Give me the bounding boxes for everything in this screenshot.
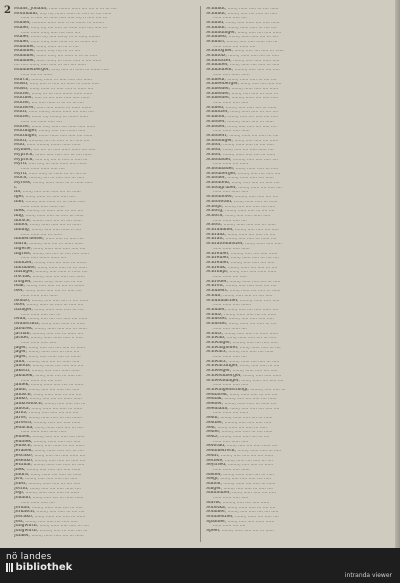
directory-entry: Hutter, .... ..... ...... .. ... ... ... .... [14, 101, 84, 106]
directory-entry: Jesenko, ........, ..... ..... ... ..... .... [14, 458, 86, 463]
directory-entry: Jobst, ........, ...... ..... ... .... ..... [14, 482, 81, 487]
directory-entry: Jorkasch, ......., ..... ..... ... .... .... [14, 510, 85, 515]
viewer-label: intranda viewer [344, 572, 392, 579]
directory-entry: Schwarzinger, ......, ..... ..... ... .... [206, 364, 280, 369]
directory-entry: Hums, Johann, ...... ........ ...... .... .... .. ... ... .... [14, 7, 117, 11]
right-column [206, 7, 392, 545]
directory-entry: ...... ...... .... ...... [213, 411, 249, 416]
directory-entry: Jiru, ......., ..... ..... ..... .... ..... [14, 477, 78, 482]
left-column [14, 7, 197, 545]
directory-entry: ...... ...... ...... ..... .... [21, 166, 65, 171]
directory-entry: ...... ..... ....... ...... .... [21, 256, 67, 261]
directory-entry: Schnell, ......., ..... ..... .... ... ...... [206, 105, 277, 110]
directory-entry: ...... ...... ..... .... ... [21, 312, 61, 317]
directory-entry: Seif, ......, ...... .... ..... ... ..... [206, 425, 267, 430]
directory-entry: Hurch, ......., ...... ... ..... ..... .... ...... [14, 77, 92, 82]
directory-entry: Jeschko, ......, ..... .... ..... ...... .... [14, 453, 86, 458]
directory-entry: Huber, ....... ..., ..... ......, ... .. ....., ........ [14, 35, 100, 40]
directory-entry: Schwaighofer, ......, ...... ..... ... .... [206, 345, 281, 350]
directory-entry: Schnedl, ......., ...... ..... ... .... .... [206, 77, 277, 82]
column-divider [200, 6, 201, 542]
directory-entry: Schrenk, ......., ...... .... ..... ... .... [206, 265, 278, 270]
directory-entry: Schrimpf, ......, ..... ..... ...... ...... [206, 270, 277, 275]
directory-entry: Schnaubelt, ........, ..... ..... .... ..... [206, 68, 280, 73]
directory-entry: Hüttinger, ....... ...... ..... ..... .... ...... [14, 133, 93, 138]
logo-text-line2: bibliothek [15, 562, 73, 573]
directory-entry: ...... ..... ...... ...... [213, 72, 250, 77]
directory-entry: Schmied, ......., ...... ..... .... ... .... [206, 35, 278, 40]
directory-entry: ...... ...... ..... ....... [213, 303, 252, 308]
directory-entry: ...... ..... ...... ..... [213, 439, 249, 444]
directory-entry: Schreiber, ......, ...... ..... ... .... .... [206, 256, 279, 261]
directory-entry: Schmidl, ......., ...... ..... ... .... .... [206, 25, 277, 30]
logo-bars-icon [6, 562, 14, 573]
logo-text-line2-wrap [6, 562, 72, 573]
directory-entry: ...... ...... ..... ...... ..... [21, 430, 67, 435]
directory-entry: Jaritz, ......., ..... ..... .... .... .... [14, 411, 79, 416]
directory-entry: Hummelberger, ....., ..... ... ...... ... ....... ..... [14, 68, 110, 73]
directory-entry: Jäger, ......., ...... ..... ... ..... .... [14, 350, 80, 355]
directory-entry: Ibl, ......, ..... ..... ..... .... ... ...... [14, 190, 81, 195]
directory-entry: Schmidinger, ......, ..... .... ..... ...... [206, 30, 282, 35]
directory-entry: Schöfl, ......., ...... ..... ... .... ..... [206, 143, 274, 148]
directory-entry: Jogl, ......., ...... ..... ..... ... ...... [14, 491, 80, 496]
directory-entry: Junker, ......., ...... ..... .... ... ...... [14, 533, 84, 538]
directory-entry: Jamek, ......., ...... ..... .... ... ...... [14, 383, 84, 388]
directory-entry: Jungwirth, ........, ..... ... ..... .... ... [14, 529, 88, 534]
directory-entry: Schöberl, ......., ...... .... ..... ... .... [206, 133, 279, 138]
directory-entry: Joschko, ......, ...... .... ..... ... ...... [14, 514, 86, 519]
directory-entry: Isonzo, ......., ..... ..... .... .. .... ...... [14, 298, 89, 303]
directory-entry: ...... .. ..... ... ...... ..... ..... ..., .. ..... .... ... [21, 16, 108, 21]
directory-entry: Irsigler, ....... ....., ...... .... ... .... [14, 279, 83, 284]
directory-entry: Hutter, ......, ... ... ..... ....... ...... ...... [14, 91, 93, 96]
directory-entry: Schuller, ......, ..... .... ..... ...... .... [206, 308, 279, 312]
directory-entry: ...... ...... ....., ..... .... ..... .... [21, 30, 81, 35]
directory-entry: Imling, ......., ..... ..... ...... .. .... [14, 228, 81, 233]
directory-entry: Schmid, ......, ..... ...... .... ..... ...... [206, 21, 280, 26]
directory-entry: Sommer, ......., ..... ..... .... .... ..... [206, 510, 279, 515]
directory-entry: Singer, ......., ..... ..... ... ..... .... [206, 486, 273, 491]
directory-entry: Jerabek, ......., ...... ..... .... ... .... [14, 449, 84, 454]
directory-entry: Hussl, ......, ...... ... ..... ..... .. ...... .... [14, 86, 94, 91]
directory-entry: Simon, ......., ...... .... ..... ... ...... [206, 482, 276, 487]
directory-entry: ...... ...... .... .... [213, 524, 246, 529]
directory-entry: Huber, ....., ..., .... ..... ... ...... ..... ..., ..... ... [14, 25, 108, 30]
directory-entry: Schmutzer, ......., ..... ..... ...... ..... [206, 58, 280, 63]
directory-entry: ...... ...... .... ... ...... [21, 232, 62, 237]
directory-entry: Jäger, ......, ..... ...... .... ... ....... [14, 355, 81, 360]
directory-entry: Illek, ........, ... ...... ..... ... .... .... [14, 209, 84, 214]
directory-entry: Jarosch, ........, ..... .... ..... ...... [14, 420, 81, 425]
directory-entry: Schöngruber, ......., ...... .... ..... .... [206, 185, 282, 190]
page-number: 2 [4, 5, 11, 16]
directory-entry: Jaburek, ......., ...... ..... .... ... ...... [14, 326, 87, 331]
directory-entry: Schweinberger, ......., ..... ..... ...... [206, 373, 282, 378]
directory-entry: Schmidt, ......, ...... ..... ... .... ...... [206, 7, 279, 11]
directory-entry: Jandl, ......., ..... .... ..... .... ..... [14, 387, 80, 392]
directory-entry: Schmögner, ......, ..... .... ..... ... ...... [206, 49, 284, 54]
directory-entry: Jenisch, ......, ..... ...... ... .... ...... [14, 444, 85, 449]
directory-entry: Schönwald, ......, ...... ..... ... ...... [206, 199, 278, 204]
directory-entry: Hoffmann, ...., ..., ....... ...... ... ..... ... .... ...... [14, 11, 112, 16]
directory-entry: ...... ...... ..... ...... [213, 246, 250, 251]
directory-entry: Seiler, ......., ..... ..... ... .... ...... [206, 430, 273, 435]
directory-entry: Jedlicka, ......, ...... ..... .... ... .... [14, 425, 83, 430]
directory-entry: Janisch, ......, ...... ..... ... .... .... [14, 392, 82, 397]
directory-entry: Hütter, ....... ..., ......., ... ....... ...... [14, 115, 88, 120]
directory-entry: Iwan, ......., ..... .... .... ..... .... ...... [14, 317, 88, 322]
directory-entry: Schwaiger, ........, ..... .... ..... ..... [206, 340, 278, 345]
directory-entry: Imhof, ......, ...... ..... .... ... ...... [14, 223, 81, 228]
viewer-footer [0, 548, 400, 583]
directory-entry: Seidler, ........, ..... ..... ..... ..... [206, 420, 272, 425]
directory-entry: Huch, ........, .... ... ..... .... ... ..... [14, 176, 85, 181]
directory-entry: Schneider, ........, ...... .... ..... ..... [206, 96, 279, 101]
directory-entry: Siegl, ......, ..... ..... ..... .... ..... [206, 477, 272, 482]
directory-entry: Schwendinger, ......, ...... .... ..... .... [206, 378, 284, 383]
directory-entry: Schön, ......., ...... ..... .... ... ...... [206, 152, 276, 157]
directory-entry: Jöchtl, ......, ..... .... ..... ...... .... [14, 486, 81, 491]
directory-entry: Jost, ......., ..... ..... .... ..... ..... [14, 519, 78, 524]
directory-entry: Schopf, ......., ..... .... ..... .... ..... [206, 204, 276, 209]
directory-entry: Schnitzer, ......, ...... ..... ... .... .... [206, 110, 279, 115]
directory-entry: Schmirl, ......., ..... ..... ...... .... ... [206, 39, 278, 44]
directory-entry: Schnöbl, ......., ..... .... ..... .... ..... [206, 115, 279, 120]
directory-entry: Sedlacek, ......, ...... ..... ... .... .... [206, 392, 278, 397]
directory-entry: Istel, ......., ...... ... ..... ... ..... .... [14, 303, 84, 308]
directory-entry: Seiwald, ......, ..... .... ..... ...... .... [206, 444, 278, 449]
directory-entry: Seidl, ......., ...... ..... .... ... ...... [206, 416, 273, 421]
directory-entry: Jäckel, ......., ...... ...... ..... .. ..... [14, 336, 83, 341]
directory-entry: Schrammel, ......., ..... ..... .... ..... [206, 228, 279, 233]
directory-entry: Hyross, ......., ...... ...... ... .. ...... ..... [14, 181, 93, 186]
directory-entry: Innitzer, ......., ..... .... ..... ... ....... [14, 260, 87, 265]
directory-entry: Huber, ...... ....., ..... ...... ... ... ....... .... [14, 39, 98, 44]
directory-entry: Seeber, ......., ...... ..... ... ...... .... [206, 402, 277, 407]
directory-entry: Schuster, ......, ...... .... ..... ... .... [206, 322, 277, 327]
directory-entry: Schörg, ......., ...... ..... ... .... .... [206, 209, 275, 214]
directory-entry: Schreiner, ......., ..... ..... .... ..... [206, 260, 275, 265]
directory-entry: Irschik, ......., ..... .... ..... .... ...... [14, 275, 85, 280]
directory-entry: Hummel, ......, ...... ... ... .. .... [14, 44, 79, 49]
directory-entry: Ingerle, ......, ...... ..... ..... ..... .... [14, 246, 86, 251]
directory-entry: Hummel, ....... ...., ..., ... ... .... [14, 49, 81, 54]
directory-entry: Slavik, ........, ..... .... ..... ...... [206, 500, 270, 505]
directory-entry: Hummel, ....... ....., .... ...... .. ... ... ..... [14, 54, 98, 59]
directory-entry: Jilek, ......., ..... ..... .... ..... ...... [14, 467, 81, 472]
directory-entry: Immerheiser, ...... ..... ... ..... .... [14, 237, 84, 242]
directory-entry: Jakubek, ......, ..... .... ... ..... .... [14, 373, 82, 378]
directory-entry: ...... ...... ..... ..... [21, 340, 57, 345]
directory-entry: Jankowitsch, ......., ..... ..... .... ... [14, 402, 86, 407]
directory-entry: Hyprich, ....... ..... ..... .... ... .... ...... [14, 152, 92, 157]
directory-entry: Jahn, ........, ..... .... ... ...... ..... [14, 359, 80, 364]
directory-entry: Schulz, ......., ...... ..... .... ... ...... [206, 312, 277, 317]
directory-entry: Schranz, ......, ...... .... ..... ... .... [206, 232, 276, 237]
directory-entry: ...... .... ...... ..... .... [21, 119, 62, 124]
logo-text-line1: nö landes [6, 552, 52, 562]
directory-entry: Hyrtl, ..... ...., ... ..... ...... ..... ...... [14, 162, 87, 167]
directory-entry: Itzinger, ......, ...... ..... ..... ... .... [14, 308, 84, 312]
directory-entry: Inzinger, ........, ..... ...... .. ...... .... [14, 270, 88, 275]
directory-entry: Schober, ......, ..... ..... .... ..... .... [206, 124, 277, 129]
page-edge [395, 0, 400, 548]
directory-entry: Schorn, ......, ..... ..... ...... ..... [206, 213, 271, 218]
directory-entry: Hüttl, ........., .... ... ..... .. ... ..... .... [14, 138, 90, 143]
directory-entry: Jelinek, ......., ..... .... ..... .... ...... [14, 434, 85, 439]
directory-entry: Schrattenholzer, ......, ...... ..... ..... [206, 242, 282, 247]
directory-entry: Schönberger, ......., ..... .... ..... .... [206, 171, 281, 176]
directory-entry: Sieber, ......., ...... ..... .... ... ..... [206, 472, 274, 477]
directory-entry: Jaros, ......., ...... ..... ... .... ....... [14, 416, 83, 421]
directory-entry: Semmelrock, ......., ...... ..... ... ..... [206, 449, 282, 454]
directory-entry: Schröder, ......., ...... ..... .... ... ..... [206, 279, 281, 284]
directory-entry: Schwingenschlögl, ........, ..... ..... ... [206, 387, 286, 392]
directory-entry: ...... ...... ..... ..... [213, 496, 249, 501]
directory-entry: Jettmar, ......., ...... .... ..... ... ..... [14, 463, 85, 468]
directory-entry: Humel, .......... ...... ..... .. ... ....... ... ........ [14, 21, 105, 26]
directory-entry: ...... ...... ..... ...... [213, 467, 250, 472]
directory-entry: Huttr, ...... ......., ....... ...... .... ..... .... [14, 110, 94, 115]
directory-entry: Johann, ......, ..... .... ... ...... ...... [14, 496, 84, 501]
directory-entry: Schweiger, ......., ...... ..... .... ..... [206, 369, 278, 374]
directory-entry: Seyfried, ........, ..... ..... ... ...... [206, 463, 274, 468]
directory-entry: ...... ...... .... .... ..... [21, 378, 62, 383]
directory-entry: Hyprich, ..... ..., .... .. ..... .. ..... ... [14, 157, 88, 162]
directory-entry: Jäger, ......, ..... .... .... ..... ... ...... [14, 345, 85, 350]
directory-entry: Janota, ......, ...... .... ..... ... ...... [14, 406, 83, 411]
directory-entry: Schwarz, ......., ..... ..... .... ...... [206, 350, 274, 355]
directory-entry: ...... ..... ...... ..... [213, 190, 249, 195]
directory-entry: Hüttinger, ......., ..... .... ....... ..... [14, 129, 86, 134]
directory-entry: Schrott, ......., ..... ..... ..... .... .... [206, 284, 277, 289]
directory-entry: ...... ...... ..... .... [21, 500, 55, 505]
directory-entry: .... ..... ......, ..... ..... ... .... .... ...... [14, 63, 86, 68]
directory-entry: ...... ...... .... ...... .... [213, 44, 256, 49]
directory-entry: Igel, ......, ...... ... ..... ..... .... [14, 195, 75, 200]
directory-entry: Schwarz, ......., ...... .... ..... ... ..... [206, 359, 280, 364]
directory-entry: Schütz, ......., ..... ..... ... ...... ...... [206, 331, 279, 336]
directory-entry: Hummel, ...... ......, ... ...... ..... .. .... ...... [14, 58, 102, 63]
directory-entry: Jellinek, ........, ...... ..... .... ..... [14, 439, 81, 444]
directory-entry: Jindra, ......, ...... .... ..... ... ...... [14, 472, 82, 477]
directory-entry: Illig, ......, ...... ..... ... ..... ... ...... [14, 213, 84, 218]
directory-entry: Schönbauer, ......, ...... ..... ... ..... [206, 166, 279, 171]
directory-entry: Ingriss, ......., .... .... ... .... ..... ...... [14, 251, 89, 256]
directory-entry: Jungwirth, ......, ...... ..... ..... ... .... [14, 524, 89, 529]
directory-entry: Schuster, ......., ..... ..... ..... ..... [206, 317, 274, 322]
directory-entry: Hutterer, ...... ..... ....... ... ...... ....... [14, 105, 92, 110]
directory-entry: Schneider, ......, ..... ..... ... ..... ... [206, 91, 279, 96]
directory-entry: ...... .... ... ...... [21, 72, 53, 77]
directory-entry: Schöner, ......., ...... ..... .... ...... [206, 176, 274, 181]
directory-entry: Schnabel, ......, ...... .... ..... ... ..... [206, 63, 280, 68]
directory-entry: Settele, ......, ...... .... ..... ... .... [206, 458, 273, 463]
directory-entry: Innthaler, ......, ...... ..... ... ... ...... [14, 265, 87, 270]
directory-entry: Janko, ......., ..... .... ... ...... ...... [14, 397, 82, 402]
directory-entry: ...... ...... ..... ...... [21, 293, 58, 298]
directory-entry: ...... ...... ..... ..... [213, 101, 249, 106]
directory-entry: Sinnhuber, ......, ...... ..... .... ..... [206, 491, 276, 496]
directory-entry: Seitz, ......., ...... ..... .... ... .... [206, 434, 270, 439]
directory-entry: Schreiber, ........, ..... .... ..... ...... [206, 251, 278, 256]
directory-entry: ...... ...... ..... .... [213, 16, 247, 21]
directory-entry: Sedlak, ......., ..... .... ..... .... ...... [206, 397, 277, 402]
directory-entry: Jachan, ........, ..... .... ... ...... .... [14, 331, 84, 336]
directory-entry: Schönfeld, ......, ..... ..... ... ..... .... [206, 181, 280, 186]
directory-entry: Schwab, ......, ...... ..... .... ... ..... [206, 336, 277, 341]
directory-entry: Hütter, ....... ...., ...... .... ...... ..... ...... [14, 124, 96, 129]
directory-entry: Schöbinger, ......, ..... ..... .... ...... [206, 138, 279, 143]
directory-entry: Schöll, ......, ..... .... ..... ...... .... [206, 148, 274, 153]
directory-entry: Iwanschitz, ......, ..... ...... ... ...... [14, 322, 86, 327]
directory-entry: Seemann, ......, ..... ..... .... ..... .... [206, 406, 280, 411]
directory-entry: Huttner, ..... ... .... ..... ..... ..... ...... [14, 96, 90, 101]
directory-entry: Iser, ......, ...... ..... .... ... ..... .... [14, 289, 82, 294]
directory-entry: Spanner, ......, ..... ..... ...... ...... [206, 519, 275, 524]
directory-entry: ...... ...... .... ...... [213, 162, 249, 167]
directory-entry: Schneeberger, ......, ..... .... ..... .... [206, 82, 282, 87]
directory-entry: Hussl, ....., ..... .. ..... ... ...... ... ...... ..... [14, 82, 99, 87]
directory-entry: Hybner, .... .... ... ..... ...... ...... .... ..... [14, 148, 96, 153]
directory-entry: Jordan, ......., ...... ..... .... ... ..... [14, 505, 83, 510]
directory-entry: Schmölz, ......., ...... ..... .... ... ..... [206, 54, 279, 59]
directory-entry: ...... ...... ..... ...... .... [21, 204, 65, 209]
directory-entry: Schubert, ......, ...... .... ..... ... ...... [206, 289, 281, 294]
directory-entry: Senft, ......., ..... ..... .... .... ...... [206, 453, 274, 458]
directory-entry: Indra, ........, ..... .... ... ...... ...... [14, 242, 83, 247]
directory-entry: ...... ..... ...... .... [213, 326, 247, 331]
directory-entry: Isak, ......., ..... ..... ... .... ... ....... [14, 284, 85, 289]
directory-entry: Schuh, ......., ..... ..... ... .... ..... [206, 293, 273, 298]
directory-entry: Schober, ........, ...... ..... ... ...... [206, 119, 274, 124]
directory-entry: Schott, ......., ...... ..... .... ... ...... [206, 223, 276, 228]
directory-entry: ...... ...... ..... .... [213, 218, 247, 223]
directory-entry: Schneider, ......., ...... ..... .... ...... [206, 86, 279, 91]
directory-entry: Jaksch, ......., ..... ..... ...... ...... [14, 369, 80, 374]
directory-entry: Ihm, ......., ..... ...... ... ... ...... ..... [14, 199, 86, 204]
directory-entry: Speer, ......., ...... ..... .... ... ...... [206, 529, 274, 534]
directory-entry: Schmidt, ......., ..... .... ..... ... ..... [206, 11, 278, 16]
directory-entry: Sonnleitner, ......., ...... .... ..... .... [206, 514, 279, 519]
directory-entry: Schuhmacher, ........, ...... ..... ..... [206, 298, 280, 303]
directory-entry: Schönhofer, ........, ..... ..... .... .... [206, 195, 279, 200]
library-logo[interactable] [6, 552, 72, 573]
directory-entry: Illitsch, ........ ..... .... ... .... ...... [14, 218, 82, 223]
directory-entry: I. [14, 185, 18, 190]
directory-entry: ...... ...... .... ..... [213, 275, 247, 280]
directory-entry: Hütl, ...... ........, ....... ...... ...... [14, 143, 81, 148]
directory-entry: ...... ...... ..... .... [213, 355, 247, 360]
directory-entry: Jahoda, ......., ...... .... ..... .... .... [14, 364, 84, 369]
directory-entry: Schönauer, ........, ..... ..... ..... .... [206, 157, 279, 162]
directory-entry: Sobotka, ......, ...... ..... ... .... .... [206, 505, 276, 510]
directory-entry: Schratt, ......., ..... ..... ... ...... .... [206, 237, 277, 242]
directory-entry: Hyrtl, ...... ....., ... ...... ... ... .... ... [14, 171, 87, 176]
directory-entry: ...... ...... ..... ...... [213, 129, 250, 134]
directory-entry: ...... ...... ..... ..... [213, 383, 249, 388]
